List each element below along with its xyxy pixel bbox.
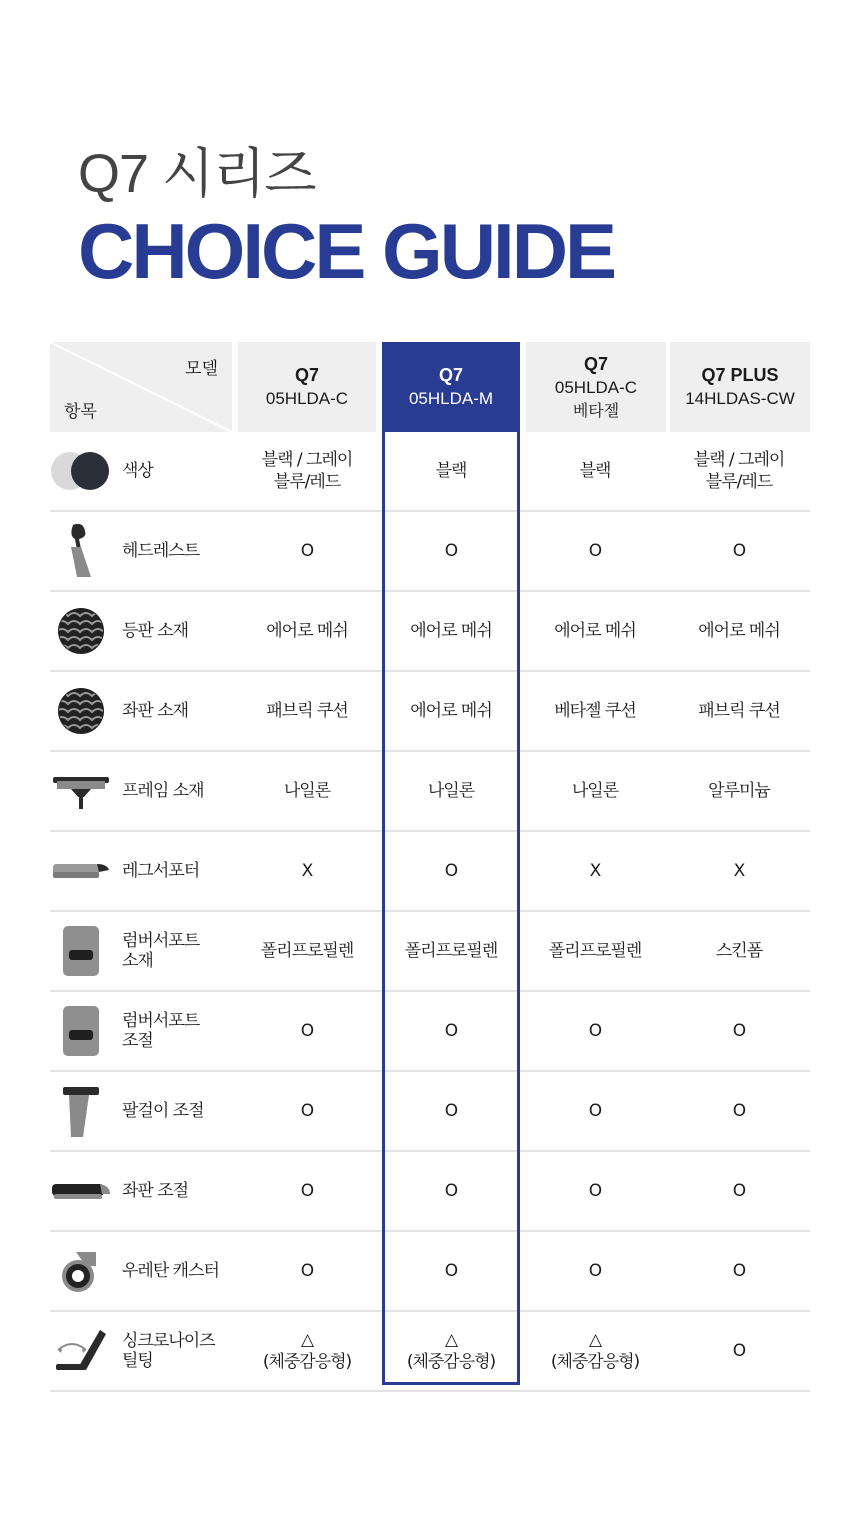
- table-cell: [382, 912, 520, 990]
- cell-value: 블루/레드: [705, 472, 773, 492]
- row-label: [122, 512, 199, 590]
- cell-value: 나일론: [427, 781, 475, 801]
- cell-value: O: [732, 541, 746, 561]
- header-col-2-highlight: [382, 342, 520, 432]
- caster-icon: [50, 1232, 112, 1310]
- table-cell: [670, 752, 808, 830]
- table-cell: [238, 992, 376, 1070]
- table-cell: [670, 512, 808, 590]
- cell-value: 스킨폼: [715, 941, 763, 961]
- cell-value: O: [732, 1261, 746, 1281]
- row-label: [122, 752, 204, 830]
- cell-value: O: [732, 1021, 746, 1041]
- cell-value: (체중감응형): [406, 1352, 496, 1372]
- cell-value: O: [300, 1181, 314, 1201]
- row-label-line: 팔걸이 조절: [122, 1101, 204, 1121]
- row-label-line: 레그서포터: [122, 861, 200, 881]
- row-label-line: 틸팅: [122, 1351, 153, 1371]
- cell-value: 에어로 메쉬: [554, 621, 636, 641]
- table-cell: [238, 1152, 376, 1230]
- table-cell: [526, 1232, 664, 1310]
- model-code: 05HLDA-C: [265, 389, 349, 408]
- cell-value: O: [588, 1101, 602, 1121]
- table-cell: [526, 1312, 664, 1390]
- cell-value: O: [300, 1021, 314, 1041]
- cell-value: 블랙: [579, 461, 611, 481]
- row-label-line: 럼버서포트: [122, 1011, 200, 1031]
- cell-value: 블루/레드: [273, 472, 341, 492]
- table-cell: [670, 432, 808, 510]
- table-cell: [670, 1152, 808, 1230]
- table-cell: [382, 832, 520, 910]
- cell-value: O: [444, 1181, 458, 1201]
- table-cell: [382, 1232, 520, 1310]
- cell-value: O: [732, 1181, 746, 1201]
- model-name: Q7: [583, 354, 608, 374]
- cell-value: 폴리프로필렌: [404, 941, 498, 961]
- header-col-1: [238, 342, 376, 432]
- row-label: [122, 592, 188, 670]
- table-row: [50, 432, 810, 512]
- table-cell: [238, 592, 376, 670]
- row-label: [122, 1072, 204, 1150]
- tilt-icon: [50, 1312, 112, 1390]
- cell-value: O: [588, 1261, 602, 1281]
- table-cell: [382, 752, 520, 830]
- row-label: [122, 912, 199, 990]
- corner-model-label: 모델: [185, 359, 218, 379]
- table-cell: [526, 992, 664, 1070]
- table-cell: [382, 1072, 520, 1150]
- cell-value: △: [588, 1330, 602, 1350]
- table-cell: [670, 992, 808, 1070]
- series-title: Q7 시리즈: [78, 144, 316, 204]
- header-col-3: [526, 342, 666, 432]
- choice-guide-title: CHOICE GUIDE: [78, 207, 615, 295]
- cell-value: 에어로 메쉬: [266, 621, 348, 641]
- cell-value: O: [732, 1341, 746, 1361]
- row-label: [122, 1312, 215, 1390]
- table-cell: [526, 1072, 664, 1150]
- table-row: [50, 1072, 810, 1152]
- table-cell: [382, 992, 520, 1070]
- cell-value: 에어로 메쉬: [698, 621, 780, 641]
- row-label-line: 헤드레스트: [122, 541, 200, 561]
- cell-value: O: [300, 1261, 314, 1281]
- table-cell: [670, 1072, 808, 1150]
- row-label-line: 색상: [122, 461, 153, 481]
- cell-value: X: [733, 861, 745, 881]
- row-label-line: 조절: [122, 1031, 153, 1051]
- table-body: [50, 432, 810, 1392]
- cell-value: O: [444, 1021, 458, 1041]
- armrest-icon: [50, 1072, 112, 1150]
- cell-value: O: [444, 861, 458, 881]
- leg-support-icon: [50, 832, 112, 910]
- mesh-icon: [50, 672, 112, 750]
- cell-value: 블랙 / 그레이: [693, 450, 785, 470]
- row-label: [122, 1232, 219, 1310]
- cell-value: O: [444, 1101, 458, 1121]
- model-name: Q7: [294, 365, 319, 385]
- table-cell: [670, 912, 808, 990]
- table-header: [50, 342, 810, 432]
- table-cell: [382, 672, 520, 750]
- table-row: [50, 912, 810, 992]
- cell-value: (체중감응형): [550, 1352, 640, 1372]
- cell-value: 패브릭 쿠션: [698, 701, 780, 721]
- table-cell: [670, 592, 808, 670]
- headrest-icon: [50, 512, 112, 590]
- cell-value: 폴리프로필렌: [548, 941, 642, 961]
- table-row: [50, 752, 810, 832]
- cell-value: 에어로 메쉬: [410, 621, 492, 641]
- mesh-icon: [50, 592, 112, 670]
- cell-value: (체중감응형): [262, 1352, 352, 1372]
- cell-value: O: [588, 1181, 602, 1201]
- table-cell: [526, 432, 664, 510]
- table-cell: [238, 832, 376, 910]
- cell-value: O: [444, 1261, 458, 1281]
- cell-value: △: [300, 1330, 314, 1350]
- row-label: [122, 1152, 188, 1230]
- table-cell: [238, 1232, 376, 1310]
- table-cell: [526, 512, 664, 590]
- cell-value: △: [444, 1330, 458, 1350]
- cell-value: 패브릭 쿠션: [266, 701, 348, 721]
- corner-item-label: 항목: [64, 402, 97, 422]
- cell-value: 블랙 / 그레이: [261, 450, 353, 470]
- cell-value: 알루미늄: [708, 781, 770, 801]
- model-code: 05HLDA-C: [554, 378, 638, 397]
- table-cell: [526, 832, 664, 910]
- model-name: Q7 PLUS: [701, 365, 779, 385]
- row-label-line: 럼버서포트: [122, 931, 200, 951]
- table-row: [50, 512, 810, 592]
- header-col-4: [670, 342, 810, 432]
- table-row: [50, 1152, 810, 1232]
- cell-value: O: [300, 541, 314, 561]
- row-label-line: 싱크로나이즈: [122, 1331, 215, 1351]
- table-cell: [382, 512, 520, 590]
- model-code: 05HLDA-M: [408, 389, 494, 408]
- cell-value: O: [588, 541, 602, 561]
- table-cell: [238, 432, 376, 510]
- table-cell: [526, 752, 664, 830]
- table-row: [50, 1312, 810, 1392]
- table-cell: [238, 752, 376, 830]
- table-cell: [382, 592, 520, 670]
- row-label-line: 좌판 소재: [122, 701, 189, 721]
- table-cell: [382, 1152, 520, 1230]
- header-corner: [50, 342, 232, 432]
- color-swatch-icon: [50, 432, 112, 510]
- cell-value: 에어로 메쉬: [410, 701, 492, 721]
- table-cell: [670, 1312, 808, 1390]
- cell-value: 베타젤 쿠션: [554, 701, 636, 721]
- cell-value: O: [588, 1021, 602, 1041]
- table-cell: [382, 432, 520, 510]
- table-row: [50, 592, 810, 672]
- row-label-line: 좌판 조절: [122, 1181, 189, 1201]
- row-label: [122, 832, 199, 910]
- row-label: [122, 432, 153, 510]
- cell-value: O: [444, 541, 458, 561]
- cell-value: O: [300, 1101, 314, 1121]
- table-cell: [670, 832, 808, 910]
- table-cell: [238, 512, 376, 590]
- lumbar-icon: [50, 992, 112, 1070]
- table-cell: [238, 1072, 376, 1150]
- table-row: [50, 832, 810, 912]
- model-code: 14HLDAS-CW: [685, 389, 795, 408]
- cell-value: 나일론: [283, 781, 331, 801]
- seat-icon: [50, 1152, 112, 1230]
- table-cell: [526, 912, 664, 990]
- row-label-line: 소재: [122, 951, 153, 971]
- table-cell: [526, 1152, 664, 1230]
- table-cell: [670, 672, 808, 750]
- table-row: [50, 1232, 810, 1312]
- row-label-line: 우레탄 캐스터: [122, 1261, 219, 1281]
- cell-value: 나일론: [571, 781, 619, 801]
- table-cell: [238, 1312, 376, 1390]
- table-cell: [382, 1312, 520, 1390]
- table-cell: [670, 1232, 808, 1310]
- frame-icon: [50, 752, 112, 830]
- table-row: [50, 992, 810, 1072]
- model-note: 베타젤: [572, 401, 620, 420]
- lumbar-icon: [50, 912, 112, 990]
- table-cell: [526, 672, 664, 750]
- cell-value: 블랙: [435, 461, 467, 481]
- table-cell: [238, 672, 376, 750]
- row-label: [122, 672, 188, 750]
- cell-value: X: [301, 861, 313, 881]
- cell-value: 폴리프로필렌: [260, 941, 354, 961]
- row-label-line: 프레임 소재: [122, 781, 204, 801]
- model-name: Q7: [438, 365, 463, 385]
- table-cell: [526, 592, 664, 670]
- table-cell: [238, 912, 376, 990]
- row-label-line: 등판 소재: [122, 621, 189, 641]
- cell-value: X: [589, 861, 601, 881]
- row-label: [122, 992, 199, 1070]
- comparison-table: [50, 342, 810, 1392]
- cell-value: O: [732, 1101, 746, 1121]
- table-row: [50, 672, 810, 752]
